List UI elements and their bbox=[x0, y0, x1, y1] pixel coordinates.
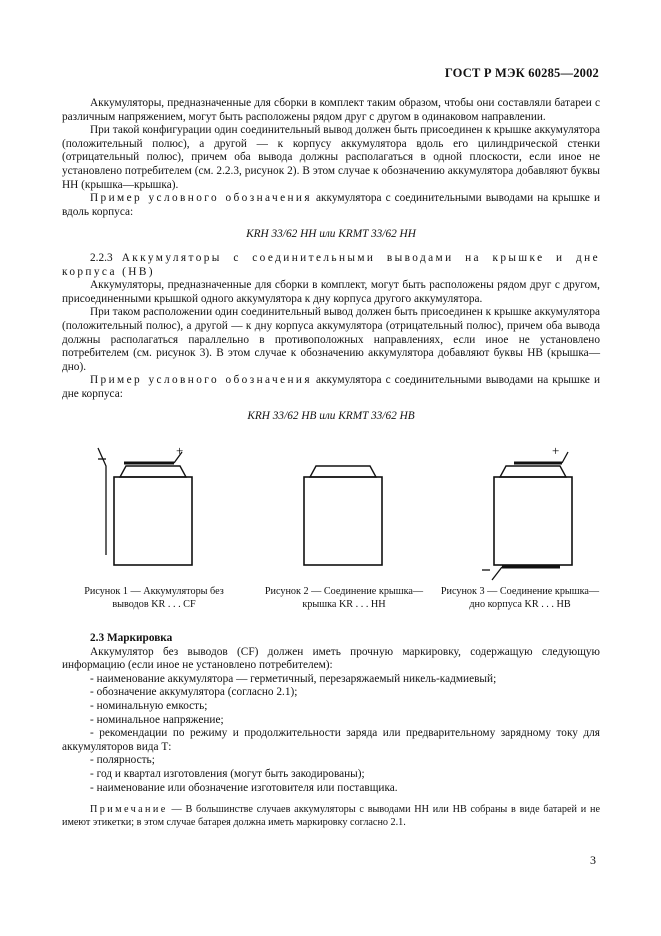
note bbox=[62, 804, 600, 830]
figures-svg bbox=[0, 438, 661, 588]
figure-1-caption: Рисунок 1 — Аккумуляторы без выводов KR . . . CF bbox=[84, 586, 224, 610]
list-item: - номинальную емкость; bbox=[90, 699, 208, 712]
plus-sign: + bbox=[552, 443, 560, 458]
section-heading-23: 2.3 Маркировка bbox=[90, 632, 173, 644]
section-title: Аккумуляторы с соединительными выводами на крышке и дне корпуса (НВ) bbox=[62, 251, 600, 278]
note-text: — В большинстве случаев аккумуляторы с выводами НН или НВ собраны в виде батарей и не имеют этикетки; в этом случае батарея должна иметь маркировку согласно 2.1. bbox=[62, 804, 600, 828]
paragraph: Аккумулятор без выводов (CF) должен иметь прочную маркировку, содержащую следующую информацию (если иное не установлено потребителем): bbox=[62, 645, 600, 672]
example-label: Пример условного обозначения bbox=[90, 374, 312, 387]
list-item: - обозначение аккумулятора (согласно 2.1); bbox=[90, 686, 298, 699]
paragraph: При таком расположении один соединительный вывод должен быть присоединен к крышке аккумулятора (положительный полюс), а другой — к дну корпуса аккумулятора (отрицательный полюс), причем оба вывода должны располагаться параллельно в противоположных направлениях, если иное не установлено потребителем (см. рисунок 3). В этом случае к обозначению аккумулятора добавляют буквы НВ (крышка—дно). bbox=[62, 306, 600, 373]
list-item: - год и квартал изготовления (могут быть закодированы); bbox=[90, 767, 365, 780]
figure-3-caption: Рисунок 3 — Соединение крышка—дно корпуса KR . . . HB bbox=[440, 586, 600, 610]
figure-2-battery bbox=[304, 466, 382, 565]
paragraph: Аккумуляторы, предназначенные для сборки в комплект, могут быть расположены рядом друг с другом, присоединенными крышкой одного аккумулятора к дну корпуса другого аккумулятора. bbox=[62, 279, 600, 305]
example-text: аккумулятора с соединительными выводами на крышке и дне корпуса: bbox=[62, 374, 600, 400]
plus-sign: + bbox=[176, 443, 184, 458]
formula-1: KRH 33/62 HH или KRMT 33/62 HH bbox=[246, 228, 416, 241]
list-item: - наименование аккумулятора — герметичный, перезаряжаемый никель-кадмиевый; bbox=[90, 672, 497, 685]
section-heading-223 bbox=[62, 252, 600, 279]
list-item: - номинальное напряжение; bbox=[90, 713, 224, 726]
paragraph: При такой конфигурации один соединительный вывод должен быть присоединен к крышке аккумулятора (положительный полюс), а другой — к корпусу аккумулятора вдоль его цилиндрической стенки (отрицательный полюс), причем оба вывода должны располагаться в одной плоскости, если иное не установлено потребителем (см. 2.2.3, рисунок 2). В этом случае к обозначению аккумулятора добавляют буквы НН (крышка—крышка). bbox=[62, 124, 600, 191]
paragraph: Аккумуляторы, предназначенные для сборки в комплект таким образом, чтобы они составляли батареи с различным напряжением, могут быть расположены рядом друг с другом в одинаковом направлении. bbox=[62, 97, 600, 123]
note-label: Примечание bbox=[90, 804, 168, 816]
marking-section bbox=[62, 632, 600, 830]
example-text: аккумулятора с соединительными выводами на крышке и вдоль корпуса: bbox=[62, 192, 600, 218]
list-item: - рекомендации по режиму и продолжительности заряда или предварительному зарядному току для аккумуляторов вида Т: bbox=[62, 727, 600, 753]
document-header: ГОСТ Р МЭК 60285—2002 bbox=[444, 66, 599, 80]
page-number: 3 bbox=[590, 853, 596, 867]
section-number: 2.2.3 bbox=[90, 251, 122, 264]
example-paragraph bbox=[62, 192, 600, 219]
figure-2-caption: Рисунок 2 — Соединение крышка—крышка KR . . . HH bbox=[264, 586, 424, 610]
example-paragraph bbox=[62, 374, 600, 401]
formula-2: KRH 33/62 HB или KRMT 33/62 HB bbox=[247, 410, 415, 423]
figure-3-battery bbox=[482, 443, 572, 580]
example-label: Пример условного обозначения bbox=[90, 192, 312, 205]
figure-1-battery bbox=[98, 443, 192, 565]
text-block-1 bbox=[62, 97, 600, 434]
list-item: - полярность; bbox=[90, 754, 155, 767]
list-item: - наименование или обозначение изготовителя или поставщика. bbox=[90, 781, 398, 794]
